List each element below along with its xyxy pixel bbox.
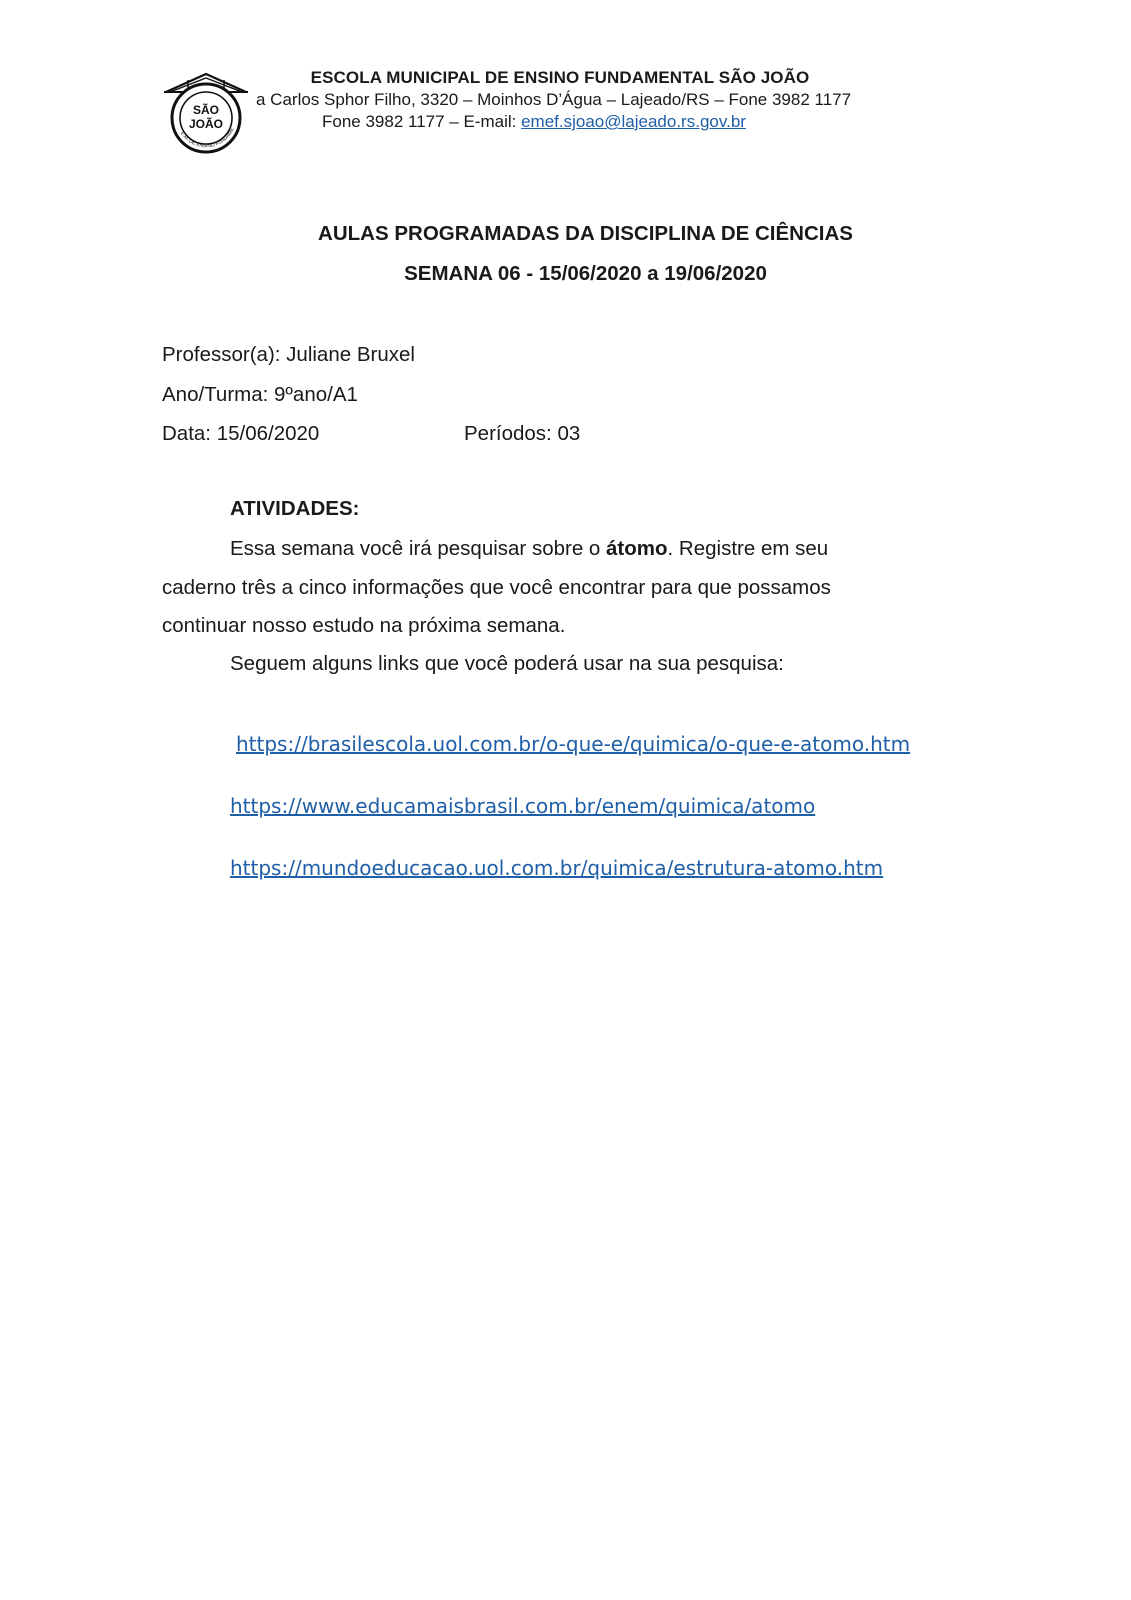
activity-text: . Registre em seu (667, 537, 829, 560)
contact-prefix: Fone 3982 1177 – E-mail: (322, 112, 522, 131)
activity-paragraph-line-2: caderno três a cinco informações que você encontrar para que possamos (162, 576, 831, 599)
link-mundoeducacao[interactable]: https://mundoeducacao.uol.com.br/quimica/estrutura-atomo.htm (230, 856, 884, 880)
activities-heading: ATIVIDADES: (230, 497, 360, 520)
link-brasilescola[interactable]: https://brasilescola.uol.com.br/o-que-e/quimica/o-que-e-atomo.htm (236, 732, 911, 756)
email-link[interactable]: emef.sjoao@lajeado.rs.gov.br (521, 112, 746, 131)
school-contact (322, 112, 746, 132)
professor-line: Professor(a): Juliane Bruxel (162, 343, 415, 366)
links-intro: Seguem alguns links que você poderá usar na sua pesquisa: (230, 652, 784, 675)
periods-line: Períodos: 03 (464, 422, 581, 445)
school-address: a Carlos Sphor Filho, 3320 – Moinhos D’Água – Lajeado/RS – Fone 3982 1177 (256, 90, 852, 109)
logo-text-top: SÃO (192, 103, 220, 117)
date-line: Data: 15/06/2020 (162, 422, 320, 445)
turma-line: Ano/Turma: 9ºano/A1 (162, 383, 358, 406)
logo-text-bottom: JOÃO (188, 117, 224, 131)
school-name: ESCOLA MUNICIPAL DE ENSINO FUNDAMENTAL SÃO JOÃO (310, 68, 810, 87)
logo-ring-text: E.M. DE ENSINO FUNDAME (178, 126, 236, 150)
activity-text: Essa semana você irá pesquisar sobre o (230, 537, 607, 560)
activity-paragraph-line-3: continuar nosso estudo na próxima semana. (162, 614, 566, 637)
keyword-atomo: átomo (606, 537, 668, 560)
week-title: SEMANA 06 - 15/06/2020 a 19/06/2020 (404, 262, 767, 285)
link-educamaisbrasil[interactable]: https://www.educamaisbrasil.com.br/enem/quimica/atomo (230, 794, 816, 818)
document-title: AULAS PROGRAMADAS DA DISCIPLINA DE CIÊNCIAS (318, 222, 853, 245)
activity-paragraph-line-1 (230, 537, 828, 561)
